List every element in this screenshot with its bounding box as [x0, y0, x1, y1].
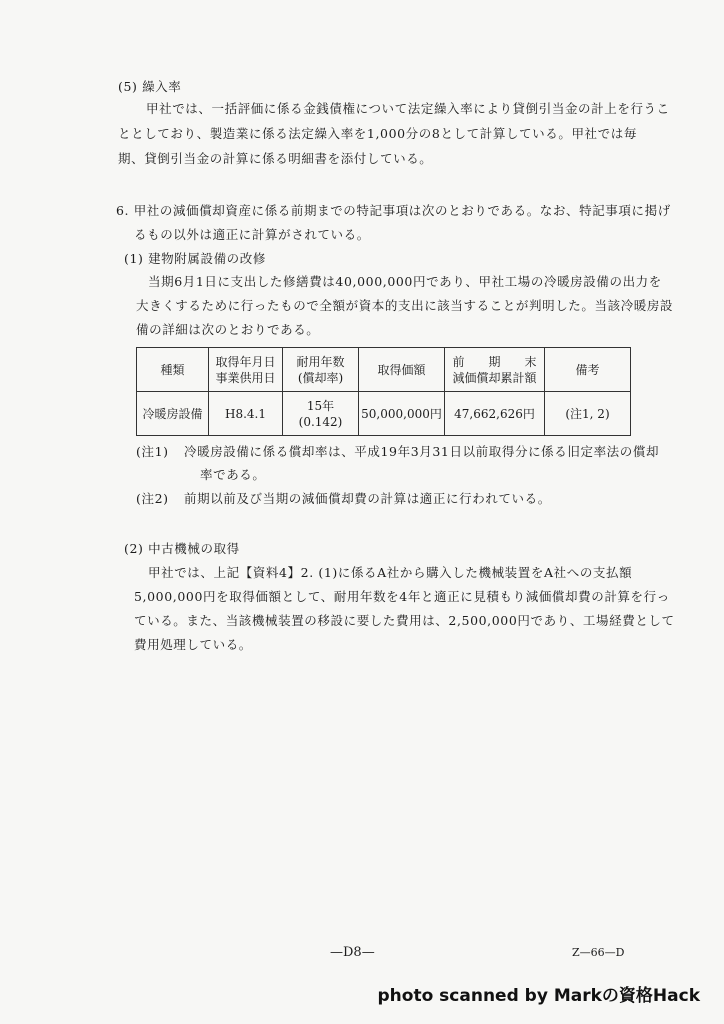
sub-1-line-2: 大きくするために行ったもので全額が資本的支出に該当することが判明した。当該冷暖房設 [136, 298, 674, 313]
section-5-line-1: 甲社では、一括評価に係る金銭債権について法定繰入率により貸倒引当金の計上を行うこ [146, 101, 670, 116]
equipment-table-header-row [137, 348, 631, 392]
header-acquisition-cost: 取得価額 [359, 348, 445, 392]
section-5-heading: (5) 繰入率 [118, 79, 182, 94]
header-kind: 種類 [137, 348, 209, 392]
header-remarks: 備考 [545, 348, 631, 392]
scan-credit: photo scanned by Markの資格Hack [377, 986, 700, 1006]
table-row [137, 392, 631, 436]
note-1-label: (注1) [136, 444, 169, 459]
cell-note: (注1, 2) [545, 392, 631, 436]
cell-cost: 50,000,000円 [359, 392, 445, 436]
sub-1-heading: (1) 建物附属設備の改修 [124, 251, 266, 266]
page-number: —D8— [330, 945, 375, 960]
header-useful-life: 耐用年数 (償却率) [283, 348, 359, 392]
cell-kind: 冷暖房設備 [137, 392, 209, 436]
sub-1-line-1: 当期6月1日に支出した修繕費は40,000,000円であり、甲社工場の冷暖房設備の出力を [148, 274, 662, 289]
document-code: Z—66—D [572, 946, 625, 959]
note-2-label: (注2) [136, 491, 169, 506]
sub-2-line-1: 甲社では、上記【資料4】2. (1)に係るA社から購入した機械装置をA社への支払額 [148, 565, 633, 580]
section-5-line-3: 期、貸倒引当金の計算に係る明細書を添付している。 [118, 151, 433, 166]
cell-accumulated: 47,662,626円 [445, 392, 545, 436]
header-acquisition-date: 取得年月日 事業供用日 [209, 348, 283, 392]
sub-2-heading: (2) 中古機械の取得 [124, 541, 240, 556]
cell-life: 15年 (0.142) [283, 392, 359, 436]
section-5-line-2: ととしており、製造業に係る法定繰入率を1,000分の8として計算している。甲社では毎 [118, 126, 637, 141]
cell-date: H8.4.1 [209, 392, 283, 436]
sub-2-line-4: 費用処理している。 [134, 637, 252, 652]
note-1-line-1: 冷暖房設備に係る償却率は、平成19年3月31日以前取得分に係る旧定率法の償却 [184, 444, 660, 459]
note-1-line-2: 率である。 [200, 467, 266, 482]
section-6-line-2: るもの以外は適正に計算がされている。 [134, 227, 370, 242]
sub-1-line-3: 備の詳細は次のとおりである。 [136, 322, 320, 337]
note-2-text: 前期以前及び当期の減価償却費の計算は適正に行われている。 [184, 491, 551, 506]
equipment-table [136, 347, 631, 436]
header-accumulated-depreciation: 前 期 末 減価償却累計額 [445, 348, 545, 392]
sub-2-line-3: ている。また、当該機械装置の移設に要した費用は、2,500,000円であり、工場経費として [134, 613, 675, 628]
section-6-line-1: 6. 甲社の減価償却資産に係る前期までの特記事項は次のとおりである。なお、特記事項に掲げ [116, 203, 671, 218]
sub-2-line-2: 5,000,000円を取得価額として、耐用年数を4年と適正に見積もり減価償却費の計算を行っ [134, 589, 670, 604]
